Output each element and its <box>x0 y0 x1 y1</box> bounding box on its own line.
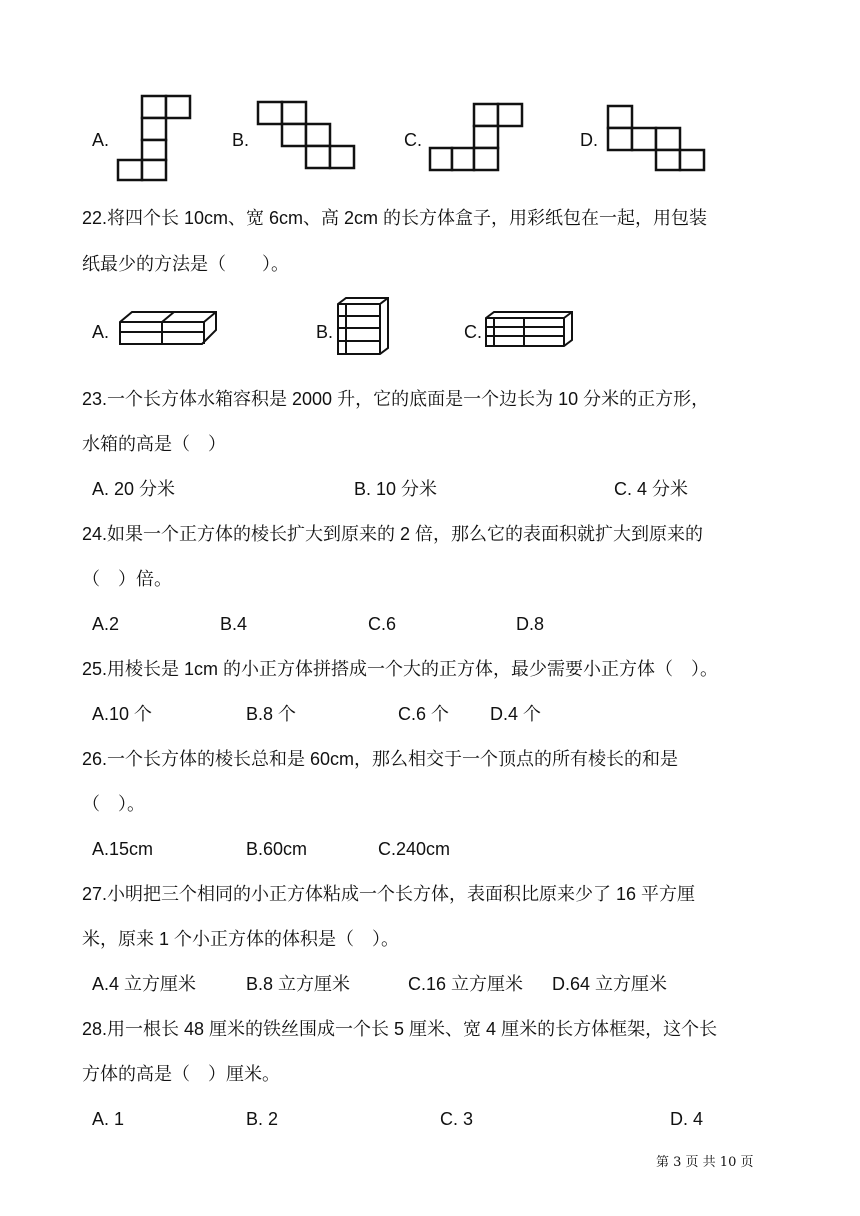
q24-option-a: A.2 <box>92 614 120 634</box>
q22-option-b-label: B. <box>316 322 334 342</box>
q27-question-line2: 米，原来 1 个小正方体的体积是（ ）。 <box>82 929 400 949</box>
q24-option-c: C.6 <box>368 614 397 634</box>
q26-question-line2: （ ）。 <box>82 794 145 814</box>
q26-question-line1: 26.一个长方体的棱长总和是 60cm，那么相交于一个顶点的所有棱长的和是 <box>82 749 679 769</box>
q21-net-b-figure <box>256 100 358 177</box>
q21-net-c-figure <box>428 102 524 179</box>
q26-option-c: C.240cm <box>378 839 451 859</box>
q27-option-d: D.64 立方厘米 <box>552 974 668 994</box>
page-number-footer: 第 3 页 共 10 页 <box>656 1155 754 1170</box>
q22-question-line1: 22.将四个长 10cm、宽 6cm、高 2cm 的长方体盒子，用彩纸包在一起，用包装 <box>82 208 708 228</box>
q22-question-line2: 纸最少的方法是（ ）。 <box>82 254 289 274</box>
q22-option-c-label: C. <box>464 322 482 342</box>
q23-question-line1: 23.一个长方体水箱容积是 2000 升，它的底面是一个边长为 10 分米的正方形， <box>82 389 710 409</box>
q21-option-a-label: A. <box>92 130 110 150</box>
q28-question-line2: 方体的高是（ ）厘米。 <box>82 1064 280 1084</box>
q24-question-line2: （ ）倍。 <box>82 569 172 589</box>
q22-box-arrangement-c-figure <box>484 310 576 355</box>
q28-option-a: A. 1 <box>92 1109 125 1129</box>
q28-question-line1: 28.用一根长 48 厘米的铁丝围成一个长 5 厘米、宽 4 厘米的长方体框架，这个长 <box>82 1019 718 1039</box>
q25-option-d: D.4 个 <box>490 704 542 724</box>
q24-question-line1: 24.如果一个正方体的棱长扩大到原来的 2 倍，那么它的表面积就扩大到原来的 <box>82 524 704 544</box>
q22-option-a-label: A. <box>92 322 110 342</box>
q24-option-d: D.8 <box>516 614 545 634</box>
q25-option-c: C.6 个 <box>398 704 450 724</box>
q21-option-c-label: C. <box>404 130 422 150</box>
q28-option-b: B. 2 <box>246 1109 279 1129</box>
q27-question-line1: 27.小明把三个相同的小正方体粘成一个长方体，表面积比原来少了 16 平方厘 <box>82 884 696 904</box>
q26-option-b: B.60cm <box>246 839 308 859</box>
q21-net-d-figure <box>606 104 708 177</box>
q27-option-c: C.16 立方厘米 <box>408 974 524 994</box>
q22-box-arrangement-b-figure <box>336 296 392 363</box>
q25-question-line1: 25.用棱长是 1cm 的小正方体拼搭成一个大的正方体，最少需要小正方体（ ）。 <box>82 659 719 679</box>
q23-option-c: C. 4 分米 <box>614 479 689 499</box>
q23-question-line2: 水箱的高是（ ） <box>82 434 226 454</box>
q28-option-d: D. 4 <box>670 1109 704 1129</box>
q21-option-d-label: D. <box>580 130 598 150</box>
q24-option-b: B.4 <box>220 614 248 634</box>
q21-net-a-figure <box>116 94 192 189</box>
q26-option-a: A.15cm <box>92 839 154 859</box>
q23-option-b: B. 10 分米 <box>354 479 438 499</box>
q23-option-a: A. 20 分米 <box>92 479 176 499</box>
q27-option-b: B.8 立方厘米 <box>246 974 351 994</box>
q25-option-a: A.10 个 <box>92 704 153 724</box>
q28-option-c: C. 3 <box>440 1109 474 1129</box>
q25-option-b: B.8 个 <box>246 704 297 724</box>
q21-option-b-label: B. <box>232 130 250 150</box>
q27-option-a: A.4 立方厘米 <box>92 974 197 994</box>
q22-box-arrangement-a-figure <box>118 310 220 353</box>
